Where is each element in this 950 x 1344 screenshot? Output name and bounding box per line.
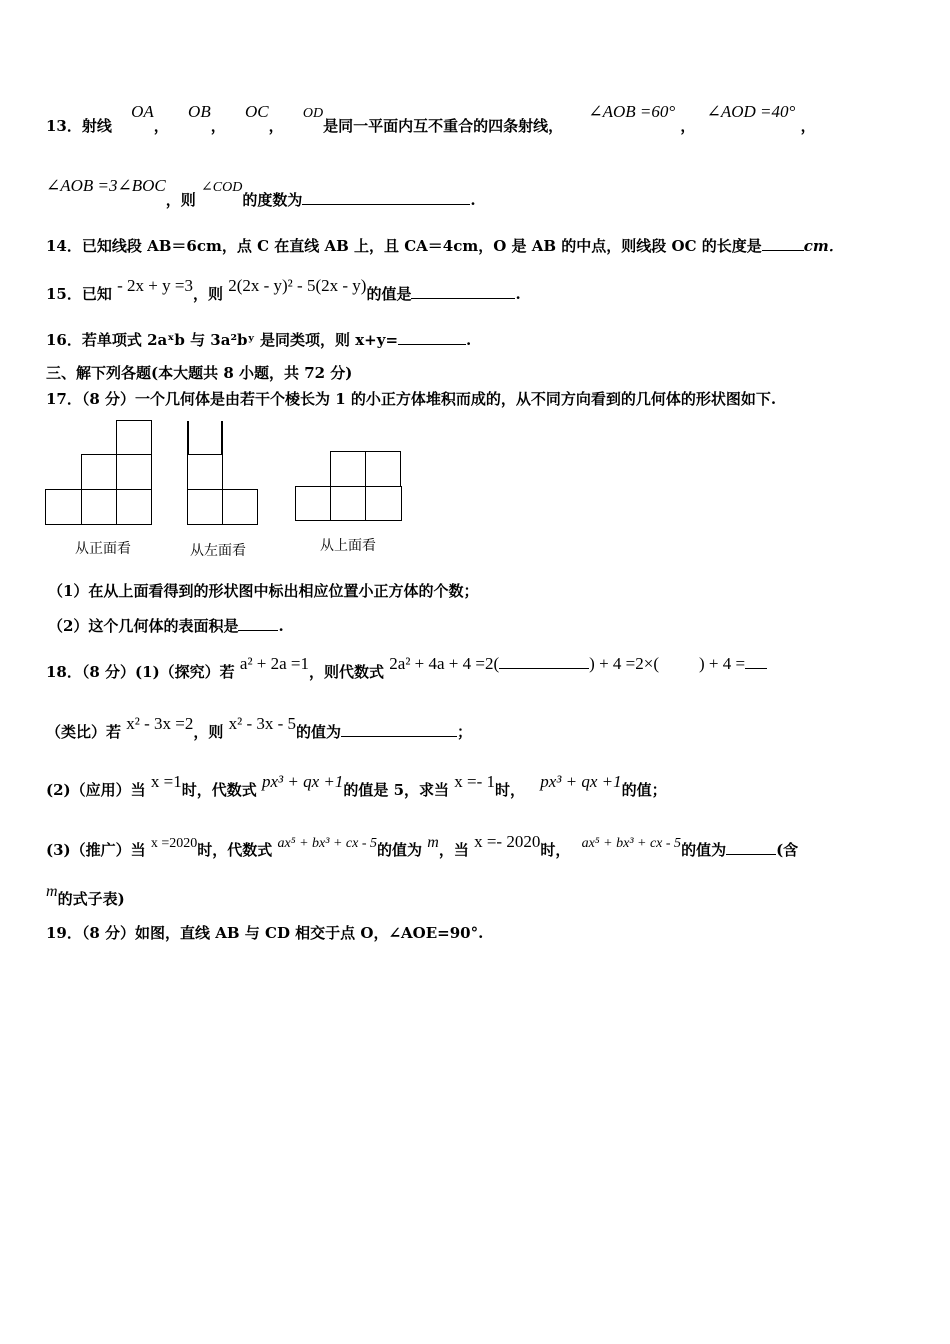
front-cube <box>116 454 152 490</box>
q18-apply-mid3: 时， <box>495 781 526 799</box>
q13-tail: 的度数为 <box>242 191 303 209</box>
ray-oc: OC <box>244 102 269 121</box>
q14-text: 14．已知线段 AB＝6cm，点 C 在直线 AB 上，且 CA＝4cm，O 是 AB 的中点，则线段 OC 的长度是 <box>46 237 762 255</box>
q18-gen-cond1: x =2020 <box>150 836 198 851</box>
caption-left-view: 从左面看 <box>190 543 246 559</box>
period: . <box>278 617 284 635</box>
front-cube <box>81 454 118 490</box>
q18-number: 18．（8 分）(1)（探究）若 <box>46 663 235 681</box>
q18-analog-expression: x² - 3x - 5 <box>228 714 297 733</box>
separator: ， <box>800 117 816 135</box>
q15-condition: - 2x + y =3 <box>117 276 193 295</box>
angle-aob: ∠AOB =60° <box>588 102 676 121</box>
q18-gen-label: (3)（推广）当 <box>46 841 146 859</box>
answer-blank[interactable] <box>411 284 515 299</box>
question-18-generalize <box>46 832 799 861</box>
front-cube <box>116 420 152 456</box>
answer-blank[interactable] <box>745 654 767 669</box>
ray-od: OD <box>302 106 324 121</box>
ray-ob: OB <box>188 102 211 121</box>
q18-gen-mid4: 时， <box>540 841 571 859</box>
q17-part2 <box>48 616 284 635</box>
q18-analog-then: ，则 <box>193 723 224 741</box>
question-18-line1 <box>46 654 767 682</box>
top-cell[interactable] <box>295 486 332 521</box>
answer-blank[interactable] <box>302 190 470 205</box>
angle-cod: ∠COD <box>201 180 243 195</box>
q18-gen-m: m <box>427 834 439 851</box>
answer-blank[interactable] <box>726 840 776 855</box>
q18-apply-cond1: x =1 <box>150 772 182 791</box>
q18-apply-expression: px³ + qx +1 <box>261 772 344 791</box>
question-13-line2 <box>46 176 476 211</box>
q18-apply-mid1: 时，代数式 <box>181 781 257 799</box>
question-18-apply <box>46 772 667 800</box>
q13-text1: 是同一平面内互不重合的四条射线， <box>323 117 564 135</box>
left-cube <box>187 454 223 490</box>
q17-part2-text: （2）这个几何体的表面积是 <box>48 617 239 635</box>
front-cube <box>81 489 118 525</box>
caption-front-view: 从正面看 <box>75 541 131 557</box>
section-3-heading: 三、解下列各题(本大题共 8 小题，共 72 分) <box>46 364 353 382</box>
q13-rays-label: 射线 <box>81 117 112 135</box>
q18-gen-expression2: ax⁵ + bx³ + cx - 5 <box>581 836 682 851</box>
angle-aod: ∠AOD =40° <box>706 102 796 121</box>
top-cell[interactable] <box>330 486 366 521</box>
q18-gen-mid2: 的值为 <box>377 841 423 859</box>
period: . <box>466 331 472 349</box>
left-cube <box>222 489 258 525</box>
question-15 <box>46 276 521 304</box>
top-cell[interactable] <box>365 451 401 487</box>
q16-text: 16．若单项式 2aˣb 与 3a²bʸ 是同类项，则 x+y= <box>46 331 399 349</box>
top-cell[interactable] <box>365 486 402 521</box>
separator: ， <box>210 117 226 135</box>
left-open-edge <box>221 421 223 455</box>
q13-number: 13． <box>46 117 82 135</box>
period: . <box>515 285 521 303</box>
left-cube <box>187 489 223 525</box>
separator: ， <box>153 117 169 135</box>
q18-condition: a² + 2a =1 <box>239 654 310 673</box>
ray-oa: OA <box>131 102 154 121</box>
caption-top-view: 从上面看 <box>320 538 376 554</box>
question-16 <box>46 330 471 349</box>
semicolon: ； <box>457 723 473 741</box>
q18-expr-a: 2a² + 4a + 4 =2( <box>389 654 500 673</box>
q15-expression: 2(2x - y)² - 5(2x - y) <box>228 276 367 295</box>
question-13-line1 <box>46 102 816 137</box>
q18-apply-label: (2)（应用）当 <box>46 781 146 799</box>
q18-analog-condition: x² - 3x =2 <box>126 714 194 733</box>
answer-blank[interactable] <box>762 236 804 251</box>
q18-expr-c: ) + 4 = <box>699 654 746 673</box>
q18-apply-mid2: 的值是 5，求当 <box>343 781 450 799</box>
front-cube <box>45 489 82 525</box>
question-14 <box>46 236 844 255</box>
question-17: 17．（8 分）一个几何体是由若干个棱长为 1 的小正方体堆积而成的，从不同方向看到的几何体的形状图如下. <box>46 390 777 408</box>
q18-then: ，则代数式 <box>309 663 385 681</box>
q18-apply-tail: 的值； <box>621 781 667 799</box>
q18-gen-mid3: ，当 <box>438 841 469 859</box>
q18-gen-expression: ax⁵ + bx³ + cx - 5 <box>277 836 378 851</box>
q18-apply-expression2: px³ + qx +1 <box>540 772 622 791</box>
q15-then: ，则 <box>192 285 223 303</box>
separator: ， <box>680 117 696 135</box>
front-cube <box>116 489 152 525</box>
q18-analog-label: （类比）若 <box>46 723 122 741</box>
q15-number: 15．已知 <box>46 285 112 303</box>
angle-relation: ∠AOB =3∠BOC <box>46 176 166 195</box>
q14-unit: cm． <box>803 237 844 255</box>
q13-then: ，则 <box>165 191 196 209</box>
question-19: 19．（8 分）如图，直线 AB 与 CD 相交于点 O，∠AOE=90°. <box>46 924 484 942</box>
separator: ， <box>268 117 284 135</box>
question-18-generalize-end <box>46 883 125 909</box>
q18-gen-m2: m <box>46 883 58 900</box>
answer-blank[interactable] <box>238 616 278 631</box>
answer-blank[interactable] <box>341 722 457 737</box>
q18-gen-end: 的式子表) <box>57 890 125 908</box>
q18-gen-tail: 的值为 <box>681 841 727 859</box>
question-18-analogy <box>46 714 473 742</box>
left-open-edge <box>187 421 189 455</box>
answer-blank[interactable] <box>499 654 589 669</box>
top-cell[interactable] <box>330 451 366 487</box>
answer-blank[interactable] <box>398 330 466 345</box>
q18-gen-paren: (含 <box>776 841 799 859</box>
q18-apply-cond2: x =- 1 <box>454 772 496 791</box>
period: . <box>470 191 476 209</box>
q18-gen-mid1: 时，代数式 <box>197 841 273 859</box>
q17-part1: （1）在从上面看得到的形状图中标出相应位置小正方体的个数； <box>48 582 479 600</box>
q18-expr-b: ) + 4 =2×( <box>589 654 659 673</box>
q18-gen-cond2: x =- 2020 <box>474 832 541 851</box>
q18-analog-tail: 的值为 <box>296 723 342 741</box>
q15-tail: 的值是 <box>366 285 412 303</box>
